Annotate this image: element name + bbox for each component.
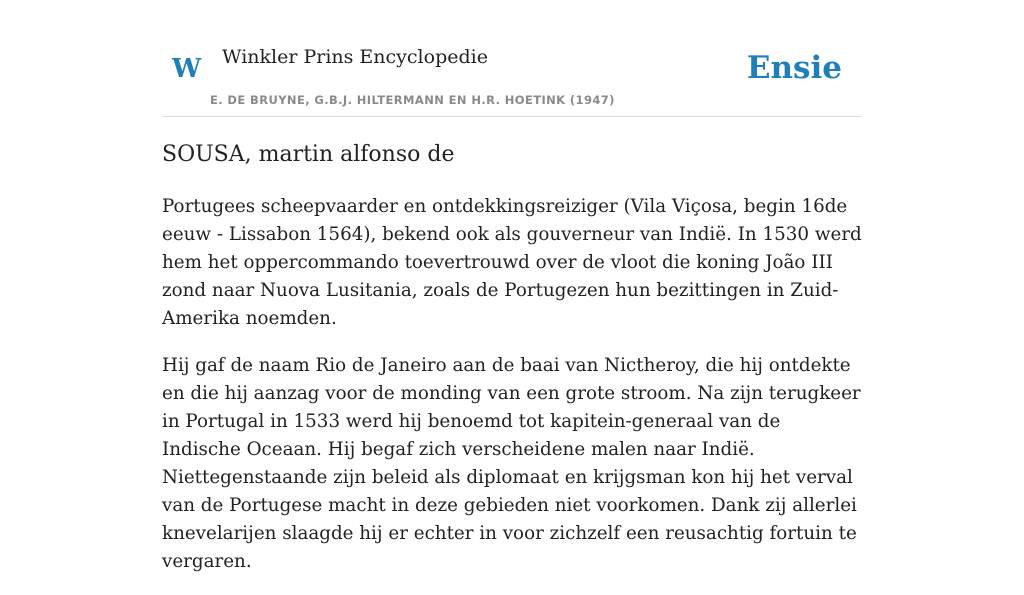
header [162, 36, 862, 117]
publication-authors: E. DE BRUYNE, G.B.J. HILTERMANN EN H.R. HOETINK (1947) [210, 93, 615, 107]
article-paragraph: Hij gaf de naam Rio de Janeiro aan de baai van Nictheroy, die hij ontdekte en die hij aanzag voor de monding van een grote stroom. Na zijn terugkeer in Portugal in 1533 werd hij benoemd tot kapitein-generaal van de Indische Oceaan. Hij begaf zich verscheidene malen naar Indië. Niettegenstaande zijn beleid als diplomaat en krijgsman kon hij het verval van de Portugese macht in deze gebieden niet voorkomen. Dank zij allerlei knevelarijen slaagde hij er echter in voor zichzelf een reusachtig fortuin te vergaren. [162, 355, 861, 572]
article-paragraph: Portugees scheepvaarder en ontdekkingsreiziger (Vila Viçosa, begin 16de eeuw - Lissabon 1564), bekend ook als gouverneur van Indië. In 1530 werd hem het oppercommando toevertrouwd over de vloot die koning João III zond naar Nuova Lusitania, zoals de Portugezen hun bezittingen in Zuid-Amerika noemden. [162, 196, 862, 329]
article-title: SOUSA, martin alfonso de [162, 142, 455, 167]
article [162, 138, 862, 595]
ensie-logo[interactable]: Ensie [746, 50, 842, 86]
publication-title[interactable]: Winkler Prins Encyclopedie [222, 46, 488, 68]
publication-logo-icon[interactable]: W [172, 54, 202, 84]
